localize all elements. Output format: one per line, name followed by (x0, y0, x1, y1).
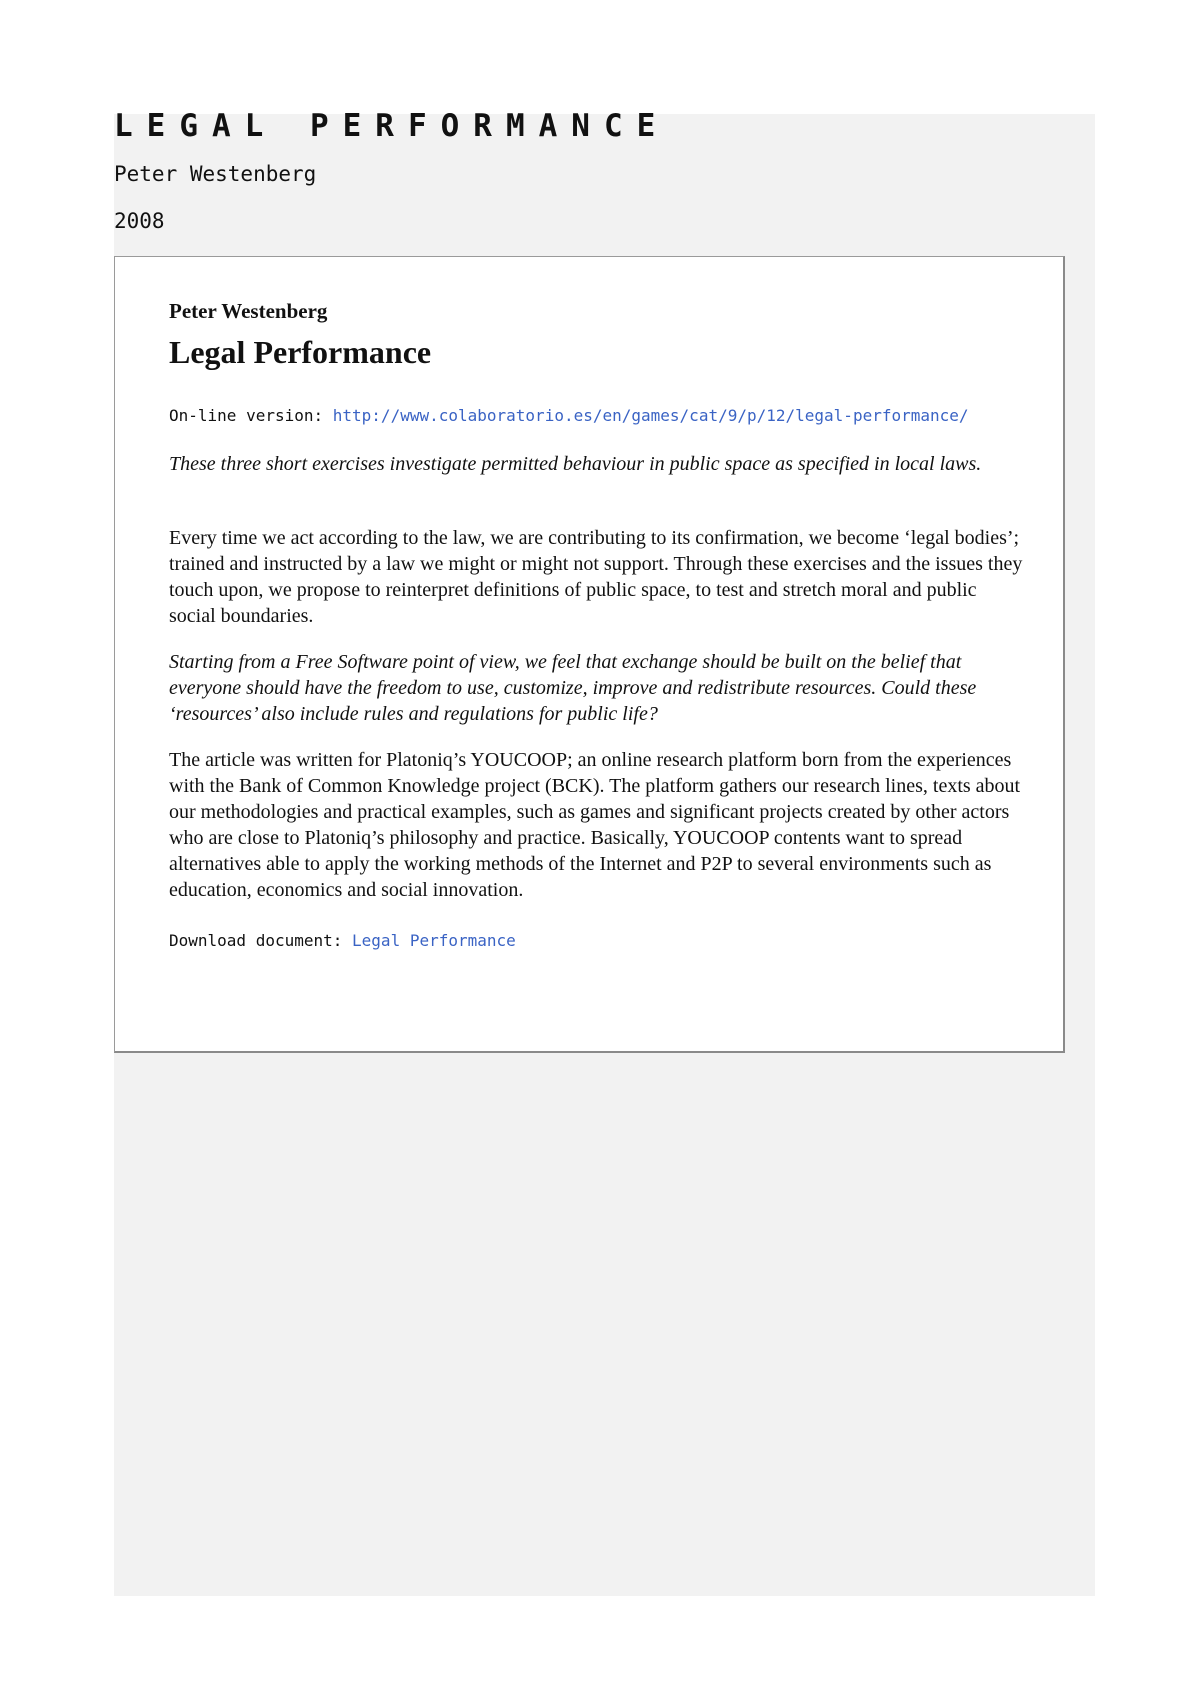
document-author: Peter Westenberg (114, 162, 317, 186)
article-card (114, 256, 1065, 1053)
article-paragraph-3: Starting from a Free Software point of view, we feel that exchange should be built on the belief that everyone should have the freedom to use, customize, improve and redistribute resources. Could these ‘resources’ also include rules and regulations for public life? (169, 651, 977, 725)
article-author: Peter Westenberg (169, 299, 328, 323)
document-year: 2008 (114, 209, 165, 233)
download-document-line (169, 931, 516, 950)
article-paragraph-2: Every time we act according to the law, we are contributing to its confirmation, we become ‘legal bodies’; trained and instructed by a law we might or might not support. Through these exercises and the issues they touch upon, we propose to reinterpret definitions of public space, to test and stretch moral and public social boundaries. (169, 527, 1023, 627)
article-paragraph-4: The article was written for Platoniq’s YOUCOOP; an online research platform born from the experiences with the Bank of Common Knowledge project (BCK). The platform gathers our research lines, texts about our methodologies and practical examples, such as games and significant projects created by other actors who are close to Platoniq’s philosophy and practice. Basically, YOUCOOP contents want to spread alternatives able to apply the working methods of the Internet and P2P to several environments such as education, economics and social innovation. (169, 749, 1021, 901)
download-document-link[interactable]: Legal Performance (352, 931, 516, 950)
document-title: LEGAL PERFORMANCE (114, 108, 670, 144)
online-version-line (169, 406, 969, 425)
download-document-label: Download document: (169, 931, 343, 950)
article-paragraph-intro: These three short exercises investigate permitted behaviour in public space as specified in local laws. (169, 453, 982, 475)
article-title: Legal Performance (169, 334, 432, 370)
online-version-label: On-line version: (169, 406, 324, 425)
online-version-link[interactable]: http://www.colaboratorio.es/en/games/cat/9/p/12/legal-performance/ (332, 406, 969, 425)
